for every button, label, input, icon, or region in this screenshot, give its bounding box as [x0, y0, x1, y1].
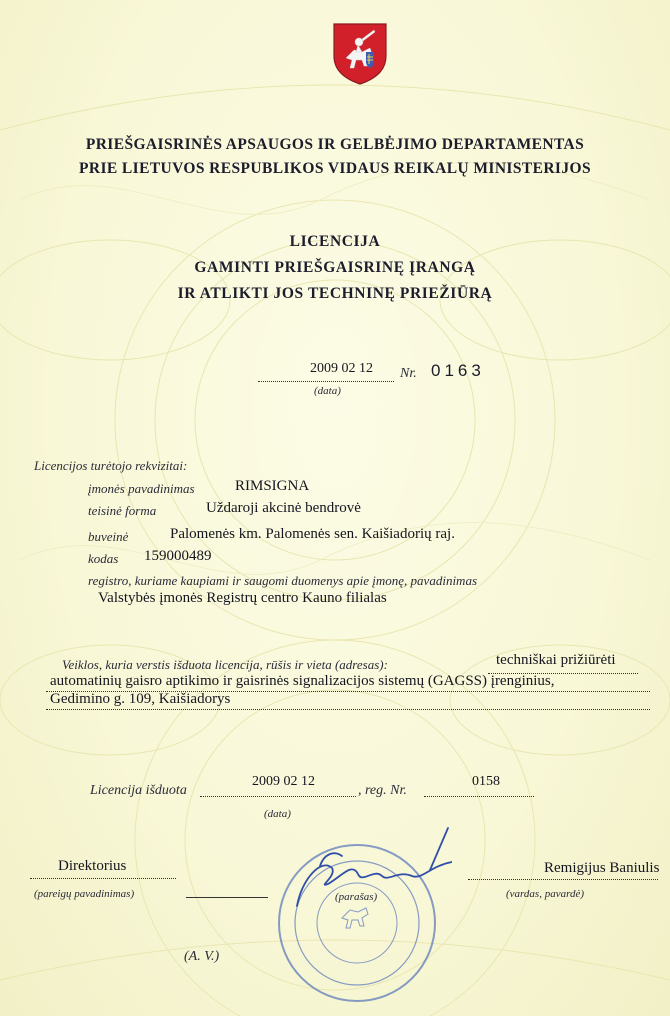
- license-title: LICENCIJA: [289, 233, 381, 250]
- license-number-label: Nr.: [400, 366, 417, 381]
- issued-label: Licencija išduota: [90, 783, 187, 798]
- signer-name-caption: (vardas, pavardė): [506, 888, 584, 900]
- company-name-label: įmonės pavadinimas: [88, 481, 195, 496]
- reg-number-label: , reg. Nr.: [358, 783, 407, 798]
- department-name-line2: PRIE LIETUVOS RESPUBLIKOS VIDAUS REIKALŲ MINISTERIJOS: [79, 160, 591, 177]
- company-code-value: 159000489: [144, 548, 212, 564]
- signer-name: Remigijus Baniulis: [544, 860, 660, 876]
- issued-date: 2009 02 12: [252, 774, 315, 789]
- registry-value: Valstybės įmonės Registrų centro Kauno filialas: [98, 590, 387, 606]
- activity-line1: techniškai prižiūrėti: [496, 652, 616, 668]
- license-date: 2009 02 12: [310, 361, 373, 376]
- holder-section-label: Licencijos turėtojo rekvizitai:: [34, 458, 188, 473]
- department-name-line1: PRIEŠGAISRINĖS APSAUGOS IR GELBĖJIMO DEPARTAMENTAS: [85, 136, 585, 153]
- official-stamp-icon: [262, 818, 452, 1003]
- seal-caption: (A. V.): [184, 949, 220, 964]
- activity-line3: Gedimino g. 109, Kaišiadorys: [50, 691, 231, 707]
- license-number: 0163: [431, 361, 485, 380]
- signer-position-caption: (pareigų pavadinimas): [34, 888, 135, 900]
- legal-form-value: Uždaroji akcinė bendrovė: [206, 500, 361, 516]
- coat-of-arms-icon: [332, 22, 388, 86]
- seat-label: buveinė: [88, 529, 129, 544]
- activity-label: Veiklos, kuria verstis išduota licencija, rūšis ir vieta (adresas):: [62, 657, 388, 672]
- signature-leader-line: [186, 897, 268, 898]
- registry-label: registro, kuriame kaupiami ir saugomi duomenys apie įmonę, pavadinimas: [88, 573, 477, 588]
- activity-line2: automatinių gaisro aptikimo ir gaisrinės signalizacijos sistemų (GAGSS) įrenginius,: [50, 673, 555, 689]
- legal-form-label: teisinė forma: [88, 503, 157, 518]
- license-date-caption: (data): [314, 385, 341, 397]
- license-subtitle-line2: IR ATLIKTI JOS TECHNINĘ PRIEŽIŪRĄ: [177, 285, 493, 302]
- reg-number: 0158: [472, 774, 500, 789]
- signature-caption: (parašas): [335, 891, 378, 903]
- seat-value: Palomenės km. Palomenės sen. Kaišiadorių raj.: [170, 526, 455, 542]
- company-code-label: kodas: [88, 551, 119, 566]
- license-subtitle-line1: GAMINTI PRIEŠGAISRINĘ ĮRANGĄ: [194, 259, 476, 276]
- signer-position: Direktorius: [58, 858, 127, 874]
- signer-position-rule: [30, 861, 176, 879]
- company-name-value: RIMSIGNA: [235, 478, 310, 494]
- issued-date-caption: (data): [264, 808, 291, 820]
